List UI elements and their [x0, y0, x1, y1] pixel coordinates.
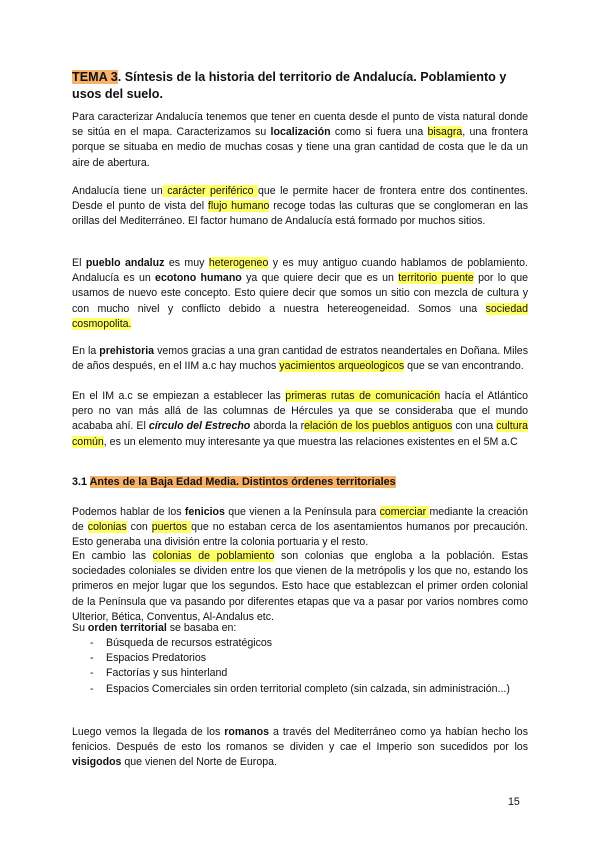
text: a través del Mediterráneo como ya habían hecho los fenicios. Después de esto los romanos se dividen y cae el Imperio son sucedidos por los	[72, 726, 528, 754]
paragraph-localizacion	[72, 110, 528, 171]
bold-text: orden territorial	[87, 622, 167, 634]
text: recoge todas las culturas que se conglomeran en las orillas del Mediterráneo. El factor humano de Andalucía está formado por muchos sitios.	[72, 200, 528, 228]
bold-text: prehistoria	[99, 345, 155, 357]
text: Andalucía tiene un	[72, 185, 163, 197]
highlighted-text: colonias	[87, 521, 127, 534]
text: con	[126, 521, 152, 534]
bold-text: visigodos	[72, 756, 122, 769]
list-item-text: Espacios Comerciales sin orden territorial completo (sin calzada, sin administración...)	[106, 682, 510, 695]
text: ya que quiere decir que es un	[241, 272, 399, 285]
text: Luego vemos la llegada de los	[72, 726, 225, 738]
text: En el IM a.c se empiezan a establecer las	[72, 390, 286, 402]
highlighted-text: elación de los pueblos antiguos	[304, 420, 453, 433]
text: , una frontera porque se situaba en medio de muchas cosas y tiene una gran cantidad de costa que le da un aire de abertura.	[72, 126, 529, 169]
paragraph-caracter-periferico	[72, 184, 528, 230]
highlighted-text: colonias de poblamiento	[152, 550, 275, 562]
text: que se van encontrando.	[404, 360, 524, 373]
text: son colonias que engloba a la población. Estas sociedades coloniales se dividen entre los que vienen de la metrópolis y los que no, estando los primeros en mejor lugar que los segundos. Esto hace que establezcan el primer orden colonial de la Península que va pasando por diferentes etapas que va a pasar por varios nombres como Ulterior, Bética, Conventus, Al-Andalus etc.	[72, 550, 529, 623]
list-item	[72, 636, 528, 651]
dash-marker: -	[90, 637, 94, 649]
highlighted-text: sociedad cosmopolita.	[72, 302, 528, 330]
highlighted-text: bisagra	[427, 126, 463, 139]
text: , es un elemento muy interesante ya que muestra las relaciones existentes en el 5M a.C	[103, 435, 518, 448]
text: que vienen a la Península para	[224, 506, 380, 518]
text: que no estaban cerca de los asentamientos humanos por precaución. Esto generaba una división entre la colonia portuaria y el resto.	[72, 521, 528, 549]
text: se basaba en:	[166, 622, 237, 634]
text: y es muy antiguo cuando hablamos de poblamiento. Andalucía es un	[72, 257, 528, 285]
paragraph-romanos	[72, 725, 528, 771]
highlighted-text: flujo humano	[207, 200, 270, 213]
text: En la	[72, 345, 100, 357]
highlighted-text: yacimientos arqueologicos	[279, 360, 405, 373]
text: Su	[72, 622, 88, 634]
text: con una	[452, 420, 497, 433]
list-item-text: Factorías y sus hinterland	[106, 667, 228, 680]
highlighted-text: heterogeneo	[208, 257, 269, 269]
bold-italic-text: círculo del Estrecho	[148, 420, 251, 433]
highlighted-text: comerciar	[379, 506, 430, 518]
text: que vienen del Norte de Europa.	[121, 756, 277, 769]
dash-marker: -	[90, 652, 94, 665]
text: como si fuera una	[330, 126, 428, 139]
paragraph-orden-territorial	[72, 621, 528, 636]
list-item-text: Búsqueda de recursos estratégicos	[106, 637, 273, 649]
text: vemos gracias a una gran cantidad de estratos neandertales en Doñana. Miles de años después, en el IIM a.c hay muchos	[72, 345, 528, 373]
list-item	[72, 682, 528, 697]
paragraph-pueblo-andaluz	[72, 256, 528, 332]
page-number: 15	[508, 796, 520, 808]
title-text: . Síntesis de la historia del territorio de Andalucía. Poblamiento y usos del suelo.	[72, 70, 507, 101]
text: por lo que usamos de nuevo este concepto. Esto quiere decir que somos un sitio con mezcla de cultura y con mucho nivel y conflicto debido a nuestra hetereogeneidad. Somos una	[72, 272, 528, 315]
page-title	[72, 69, 532, 103]
text: es muy	[164, 257, 209, 269]
highlighted-text: cultura común	[72, 420, 528, 448]
text: El	[72, 257, 86, 269]
highlighted-text: carácter periférico	[162, 185, 258, 197]
text: que le permite hacer de frontera entre dos continentes. Desde el punto de vista del	[72, 185, 528, 213]
bold-text: romanos	[224, 726, 270, 738]
bold-text: fenicios	[184, 506, 225, 518]
paragraph-fenicios	[72, 505, 528, 551]
section-number: 3.1	[72, 476, 90, 488]
text: Para caracterizar Andalucía tenemos que tener en cuenta desde el punto de vista natural donde se sitúa en el mapa. Caracterizamos su	[72, 111, 528, 139]
text: hacía el Atlántico pero no van más allá de las columnas de Hércules ya que se consideraba que el mundo acababa ahí. El	[72, 390, 528, 433]
dash-marker: -	[90, 682, 94, 695]
bold-text: pueblo andaluz	[85, 257, 165, 269]
list-item-text: Espacios Predatorios	[106, 652, 207, 665]
section-heading	[72, 475, 528, 490]
dash-marker: -	[90, 667, 94, 680]
list-item	[72, 651, 528, 666]
text: mediante la creación de	[72, 506, 528, 534]
paragraph-prehistoria	[72, 344, 528, 374]
list-item	[72, 666, 528, 681]
text: aborda la r	[250, 420, 305, 433]
bold-text: localización	[270, 126, 331, 139]
bullet-list	[72, 636, 528, 697]
highlighted-text: primeras rutas de comunicación	[285, 390, 441, 402]
text: En cambio las	[72, 550, 153, 562]
text: Podemos hablar de los	[72, 506, 185, 518]
bold-text: ecotono humano	[155, 272, 242, 285]
paragraph-rutas-comunicacion	[72, 389, 528, 450]
highlighted-text: territorio puente	[398, 272, 474, 285]
highlighted-text: puertos	[151, 521, 192, 534]
section-title: Antes de la Baja Edad Media. Distintos órdenes territoriales	[89, 476, 396, 488]
tema-label: TEMA 3	[72, 70, 118, 84]
paragraph-colonias-poblamiento	[72, 549, 528, 625]
